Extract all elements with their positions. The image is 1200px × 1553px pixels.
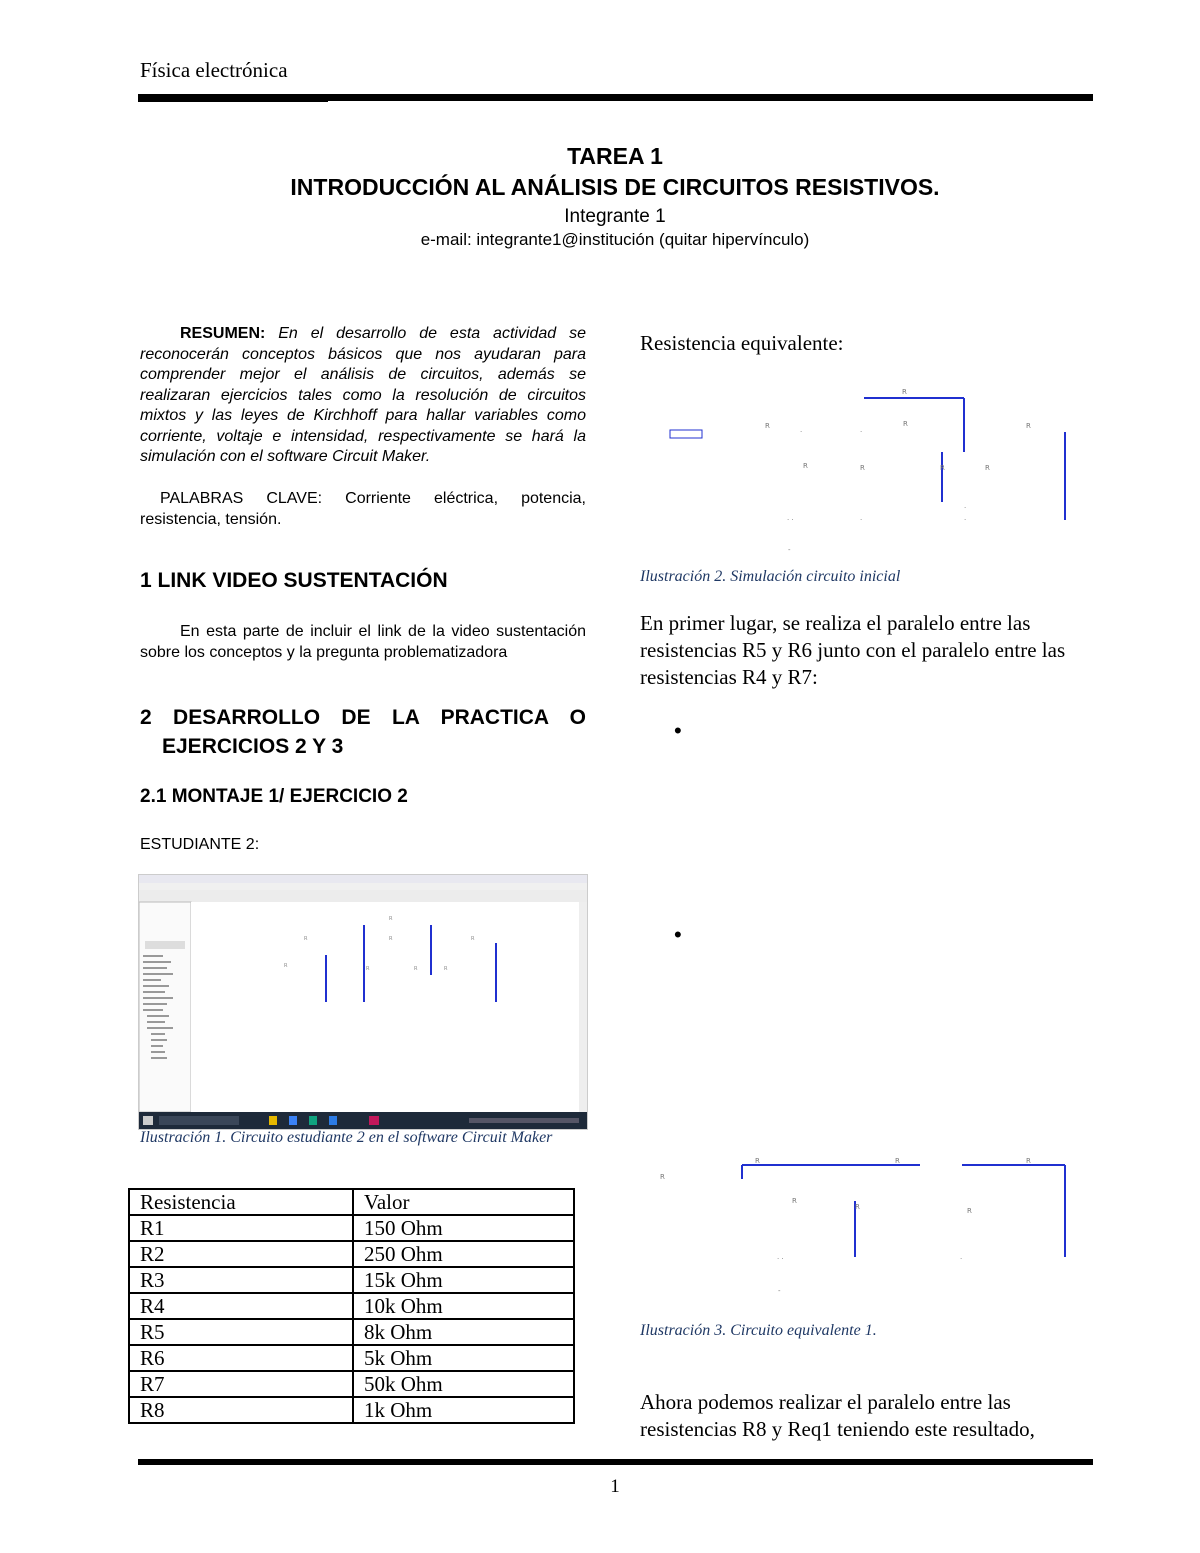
abstract bbox=[140, 324, 586, 468]
header-rule bbox=[138, 94, 1093, 101]
table-row bbox=[129, 1267, 574, 1293]
figure-caption-3: Ilustración 3. Circuito equivalente 1. bbox=[640, 1322, 877, 1339]
table-cell: R1 bbox=[129, 1215, 353, 1241]
table-cell: 15k Ohm bbox=[353, 1267, 574, 1293]
svg-text:R: R bbox=[940, 464, 945, 472]
table-cell: 50k Ohm bbox=[353, 1371, 574, 1397]
student-label: ESTUDIANTE 2: bbox=[140, 836, 260, 853]
svg-text:R: R bbox=[304, 936, 308, 942]
table-header-cell: Resistencia bbox=[129, 1189, 353, 1215]
svg-text:.: . bbox=[860, 514, 863, 522]
table-row bbox=[129, 1319, 574, 1345]
bullet-2: • bbox=[674, 922, 682, 947]
header-rule-thin bbox=[138, 101, 328, 102]
table-cell: 5k Ohm bbox=[353, 1345, 574, 1371]
keywords bbox=[140, 489, 586, 530]
abstract-text: En el desarrollo de esta actividad se reconocerán conceptos básicos que nos ayudaran para comprender mejor el análisis de circuitos, además se realizaran ejercicios tales como la resolución de circuitos mixtos y las leyes de Kirchhoff para hallar variables como corriente, voltaje e intensidad, respectivamente se hará la simulación con el software Circuit Maker. bbox=[140, 325, 586, 465]
table-cell: R3 bbox=[129, 1267, 353, 1293]
svg-text:R: R bbox=[765, 422, 770, 430]
bullet-1: • bbox=[674, 718, 682, 743]
figure-caption-2: Ilustración 2. Simulación circuito inicial bbox=[640, 568, 901, 585]
svg-text:R: R bbox=[389, 936, 393, 942]
table-cell: 250 Ohm bbox=[353, 1241, 574, 1267]
table-cell: 10k Ohm bbox=[353, 1293, 574, 1319]
svg-text:R: R bbox=[444, 966, 448, 972]
table-row bbox=[129, 1293, 574, 1319]
table-header-row bbox=[129, 1189, 574, 1215]
circuit-drawing bbox=[660, 380, 1080, 560]
svg-text:R: R bbox=[755, 1157, 760, 1165]
table-row bbox=[129, 1345, 574, 1371]
table-cell: 8k Ohm bbox=[353, 1319, 574, 1345]
svg-text:.: . bbox=[800, 426, 803, 434]
svg-text:R: R bbox=[985, 464, 990, 472]
footer-rule bbox=[138, 1459, 1093, 1465]
table-row bbox=[129, 1397, 574, 1423]
paragraph-parallel-1: En primer lugar, se realiza el paralelo entre las resistencias R5 y R6 junto con el paralelo entre las resistencias R4 y R7: bbox=[640, 611, 1066, 689]
table-row bbox=[129, 1241, 574, 1267]
doc-title-line1: TAREA 1 bbox=[567, 143, 663, 169]
circuit-diagram-initial bbox=[660, 380, 1080, 560]
section1-heading: 1 LINK VIDEO SUSTENTACIÓN bbox=[140, 569, 448, 592]
table-cell: R8 bbox=[129, 1397, 353, 1423]
table-cell: R2 bbox=[129, 1241, 353, 1267]
section2-heading-line2: EJERCICIOS 2 Y 3 bbox=[162, 735, 344, 758]
circuit-maker-screenshot bbox=[138, 874, 588, 1130]
page-number: 1 bbox=[610, 1476, 620, 1497]
running-header: Física electrónica bbox=[140, 58, 288, 82]
section2-heading bbox=[140, 703, 586, 761]
svg-text:R: R bbox=[792, 1197, 797, 1205]
doc-title-line2: INTRODUCCIÓN AL ANÁLISIS DE CIRCUITOS RESISTIVOS. bbox=[290, 174, 940, 200]
svg-text:. .: . . bbox=[787, 514, 794, 522]
svg-text:R: R bbox=[860, 464, 865, 472]
table-cell: R7 bbox=[129, 1371, 353, 1397]
section1-text: En esta parte de incluir el link de la video sustentación sobre los conceptos y la pregunta problematizadora bbox=[140, 623, 586, 661]
svg-text:R: R bbox=[855, 1203, 860, 1211]
table-row bbox=[129, 1215, 574, 1241]
table-cell: R5 bbox=[129, 1319, 353, 1345]
circuit-drawing-2 bbox=[650, 1145, 1080, 1295]
table-cell: 150 Ohm bbox=[353, 1215, 574, 1241]
section2-heading-line1: 2 DESARROLLO DE LA PRACTICA O bbox=[140, 706, 586, 729]
author: Integrante 1 bbox=[564, 206, 666, 227]
svg-text:.: . bbox=[964, 502, 967, 510]
svg-text:R: R bbox=[803, 462, 808, 470]
resistance-table bbox=[128, 1188, 575, 1424]
table-header-cell: Valor bbox=[353, 1189, 574, 1215]
paragraph-parallel-2: Ahora podemos realizar el paralelo entre las resistencias R8 y Req1 teniendo este resultado, bbox=[640, 1390, 1035, 1441]
abstract-label: RESUMEN: bbox=[180, 325, 266, 342]
equivalent-resistance-label: Resistencia equivalente: bbox=[640, 331, 844, 355]
svg-text:R: R bbox=[1026, 1157, 1031, 1165]
svg-text:R: R bbox=[967, 1207, 972, 1215]
svg-text:.: . bbox=[860, 426, 863, 434]
svg-text:R: R bbox=[895, 1157, 900, 1165]
svg-text:R: R bbox=[389, 916, 393, 922]
svg-text:R: R bbox=[414, 966, 418, 972]
figure-caption-1: Ilustración 1. Circuito estudiante 2 en el software Circuit Maker bbox=[140, 1129, 553, 1146]
circuit-diagram-equivalent bbox=[650, 1145, 1080, 1295]
keywords-label: PALABRAS CLAVE bbox=[160, 490, 318, 507]
table-cell: 1k Ohm bbox=[353, 1397, 574, 1423]
svg-text:R: R bbox=[1026, 422, 1031, 430]
svg-text:.: . bbox=[964, 514, 967, 522]
table-cell: R4 bbox=[129, 1293, 353, 1319]
svg-text:R: R bbox=[471, 936, 475, 942]
svg-text:R: R bbox=[366, 966, 370, 972]
svg-text:R: R bbox=[660, 1173, 665, 1181]
svg-text:R: R bbox=[903, 420, 908, 428]
subsection-heading: 2.1 MONTAJE 1/ EJERCICIO 2 bbox=[140, 786, 408, 807]
keywords-text: : Corriente eléctrica, potencia, resistencia, tensión. bbox=[140, 490, 587, 528]
table-cell: R6 bbox=[129, 1345, 353, 1371]
svg-text:. .: . . bbox=[777, 1253, 784, 1261]
svg-text:R: R bbox=[284, 963, 288, 969]
svg-text:-: - bbox=[778, 1287, 781, 1295]
svg-text:R: R bbox=[902, 388, 907, 396]
author-email: e-mail: integrante1@institución (quitar hipervínculo) bbox=[420, 230, 810, 249]
table-row bbox=[129, 1371, 574, 1397]
screenshot-image bbox=[139, 875, 587, 1129]
svg-text:.: . bbox=[960, 1253, 963, 1261]
svg-text:-: - bbox=[788, 546, 791, 554]
